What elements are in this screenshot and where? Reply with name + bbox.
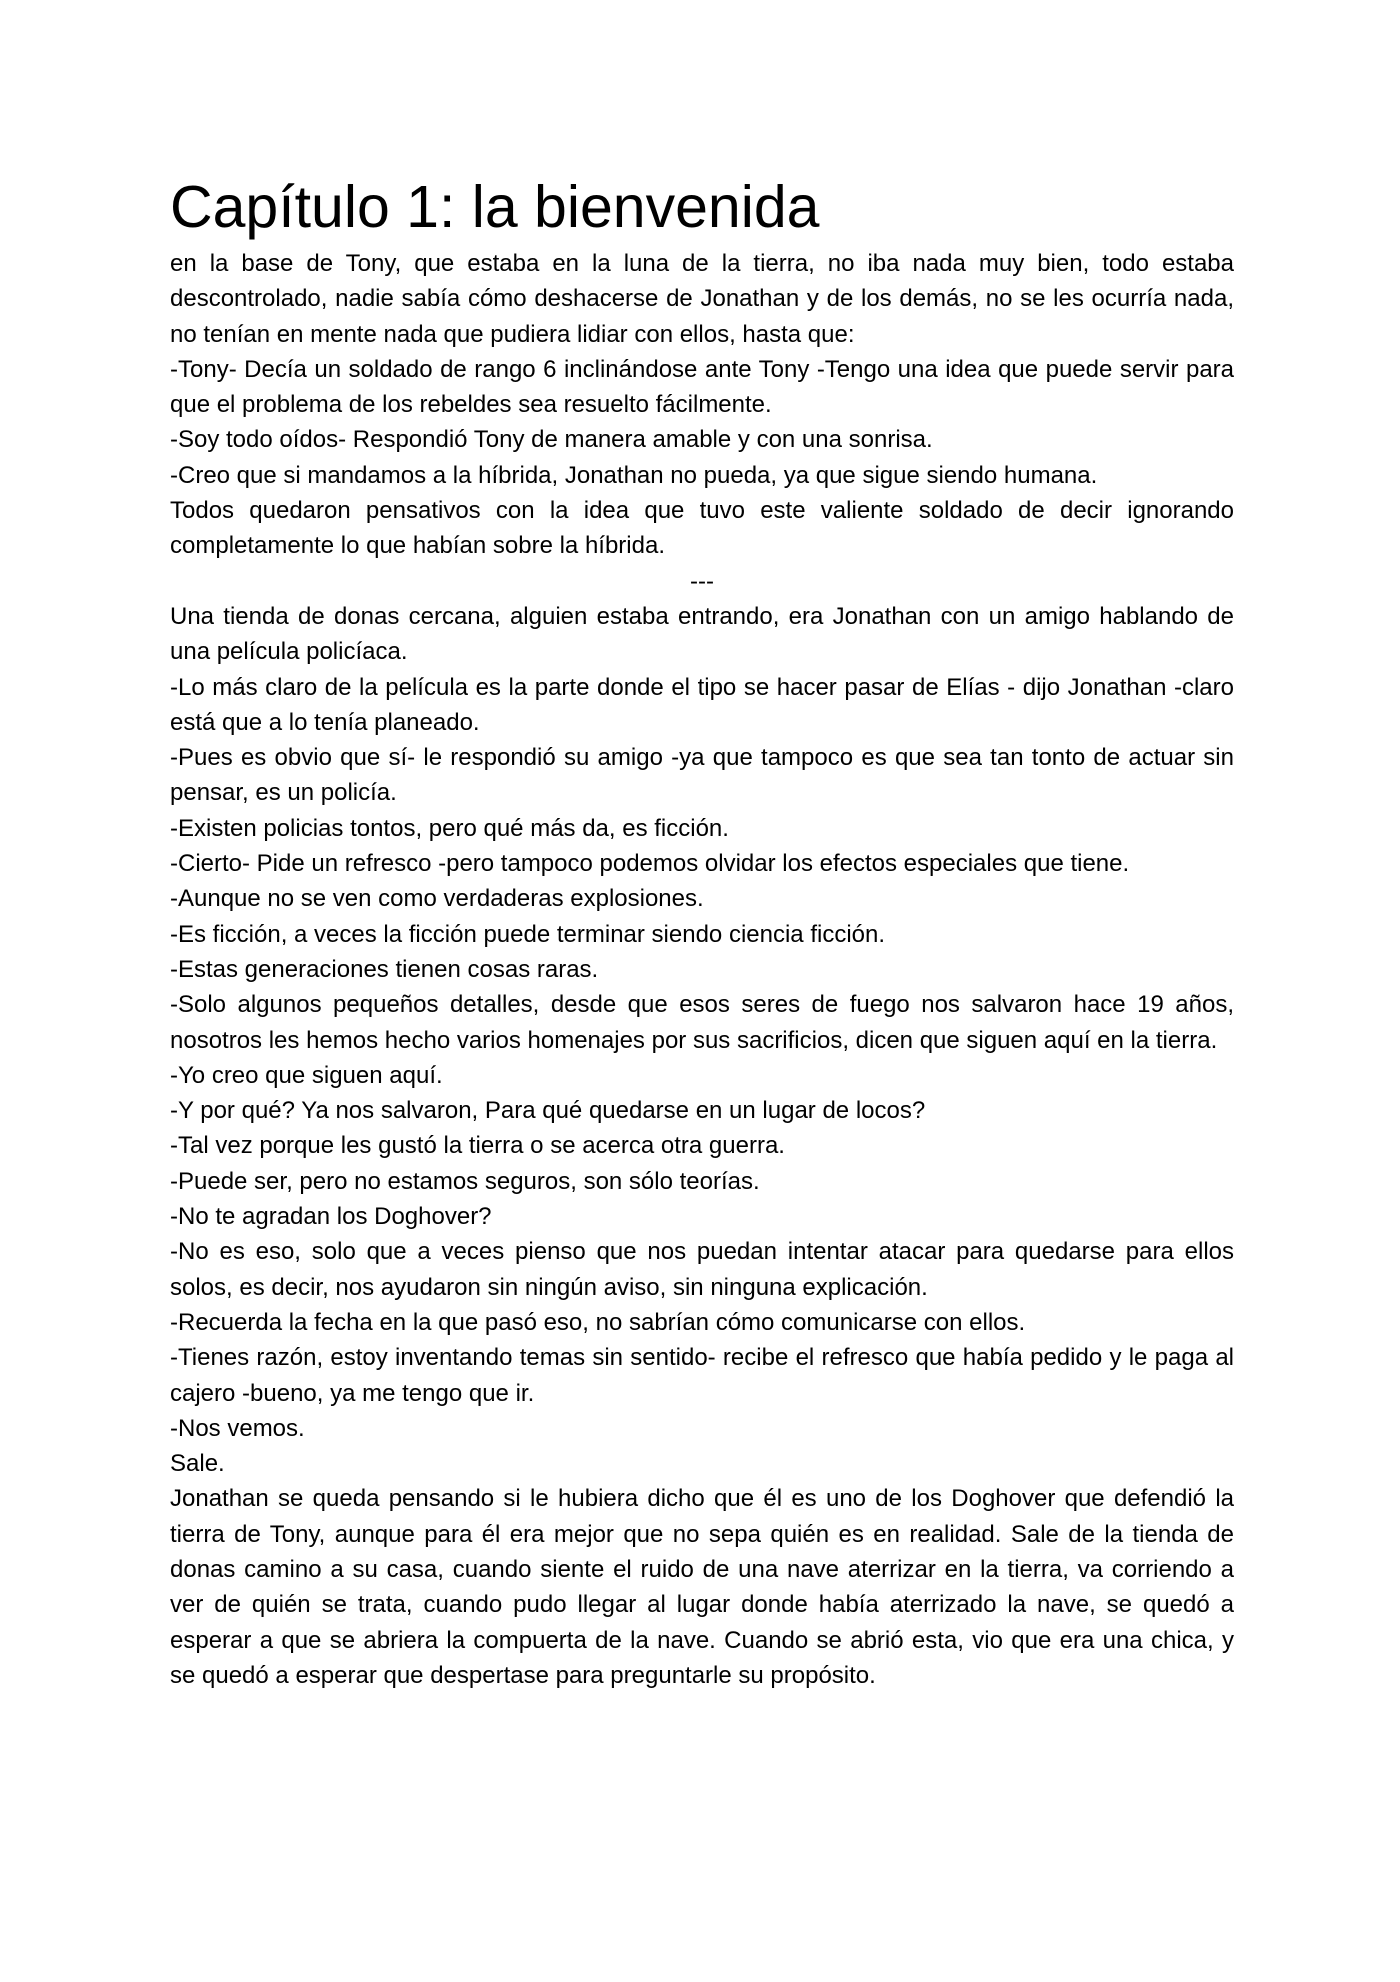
paragraph: -Y por qué? Ya nos salvaron, Para qué quedarse en un lugar de locos?: [170, 1097, 926, 1125]
paragraph: en la base de Tony, que estaba en la luna de la tierra, no iba nada muy bien, todo estaba descontrolado, nadie sabía cómo deshacerse de Jonathan y de los demás, no se les ocurría nada, no tenían en mente nada que pudiera lidiar con ellos, hasta que:: [170, 250, 1234, 348]
paragraph: -Solo algunos pequeños detalles, desde que esos seres de fuego nos salvaron hace 19 años, nosotros les hemos hecho varios homenajes por sus sacrificios, dicen que siguen aquí en la tierra.: [170, 991, 1234, 1054]
paragraph: -Es ficción, a veces la ficción puede terminar siendo ciencia ficción.: [170, 920, 886, 948]
paragraph: -Pues es obvio que sí- le respondió su amigo -ya que tampoco es que sea tan tonto de actuar sin pensar, es un policía.: [170, 744, 1234, 807]
paragraph: Jonathan se queda pensando si le hubiera dicho que él es uno de los Doghover que defendió la tierra de Tony, aunque para él era mejor que no sepa quién es en realidad. Sale de la tienda de donas camino a su casa, cuando siente el ruido de una nave aterrizar en la tierra, va corriendo a ver de quién se trata, cuando pudo llegar al lugar donde había aterrizado la nave, se quedó a esperar a que se abriera la compuerta de la nave. Cuando se abrió esta, vio que era una chica, y se quedó a esperar que despertase para preguntarle su propósito.: [170, 1485, 1234, 1689]
paragraph: -Nos vemos.: [170, 1414, 305, 1442]
paragraph: -Tal vez porque les gustó la tierra o se acerca otra guerra.: [170, 1132, 785, 1160]
paragraph: -Soy todo oídos- Respondió Tony de manera amable y con una sonrisa.: [170, 426, 933, 454]
paragraph: Todos quedaron pensativos con la idea que tuvo este valiente soldado de decir ignorando completamente lo que habían sobre la híbrida.: [170, 497, 1234, 560]
paragraph: -Lo más claro de la película es la parte donde el tipo se hacer pasar de Elías - dijo Jonathan -claro está que a lo tenía planeado.: [170, 673, 1234, 736]
paragraph: -Cierto- Pide un refresco -pero tampoco podemos olvidar los efectos especiales que tiene.: [170, 850, 1130, 878]
paragraph: Sale.: [170, 1450, 225, 1478]
paragraph: -Estas generaciones tienen cosas raras.: [170, 955, 599, 983]
paragraph: -Tienes razón, estoy inventando temas sin sentido- recibe el refresco que había pedido y le paga al cajero -bueno, ya me tengo que ir.: [170, 1344, 1234, 1407]
chapter-title: Capítulo 1: la bienvenida: [170, 174, 820, 240]
paragraph: -Tony- Decía un soldado de rango 6 inclinándose ante Tony -Tengo una idea que puede servir para que el problema de los rebeldes sea resuelto fácilmente.: [170, 355, 1234, 419]
paragraph: -No es eso, solo que a veces pienso que nos puedan intentar atacar para quedarse para ellos solos, es decir, nos ayudaron sin ningún aviso, sin ninguna explicación.: [170, 1238, 1234, 1301]
document-body: [170, 170, 1234, 1693]
paragraph: -No te agradan los Doghover?: [170, 1203, 492, 1231]
paragraph: -Aunque no se ven como verdaderas explosiones.: [170, 885, 704, 913]
paragraph: -Existen policias tontos, pero qué más da, es ficción.: [170, 814, 729, 842]
paragraph: -Puede ser, pero no estamos seguros, son sólo teorías.: [170, 1167, 760, 1195]
paragraph: -Yo creo que siguen aquí.: [170, 1061, 443, 1089]
paragraph: Una tienda de donas cercana, alguien estaba entrando, era Jonathan con un amigo hablando de una película policíaca.: [170, 602, 1234, 666]
scene-separator: ---: [690, 567, 714, 595]
paragraph: -Creo que si mandamos a la híbrida, Jonathan no pueda, ya que sigue siendo humana.: [170, 461, 1098, 489]
paragraph: -Recuerda la fecha en la que pasó eso, no sabrían cómo comunicarse con ellos.: [170, 1308, 1026, 1336]
